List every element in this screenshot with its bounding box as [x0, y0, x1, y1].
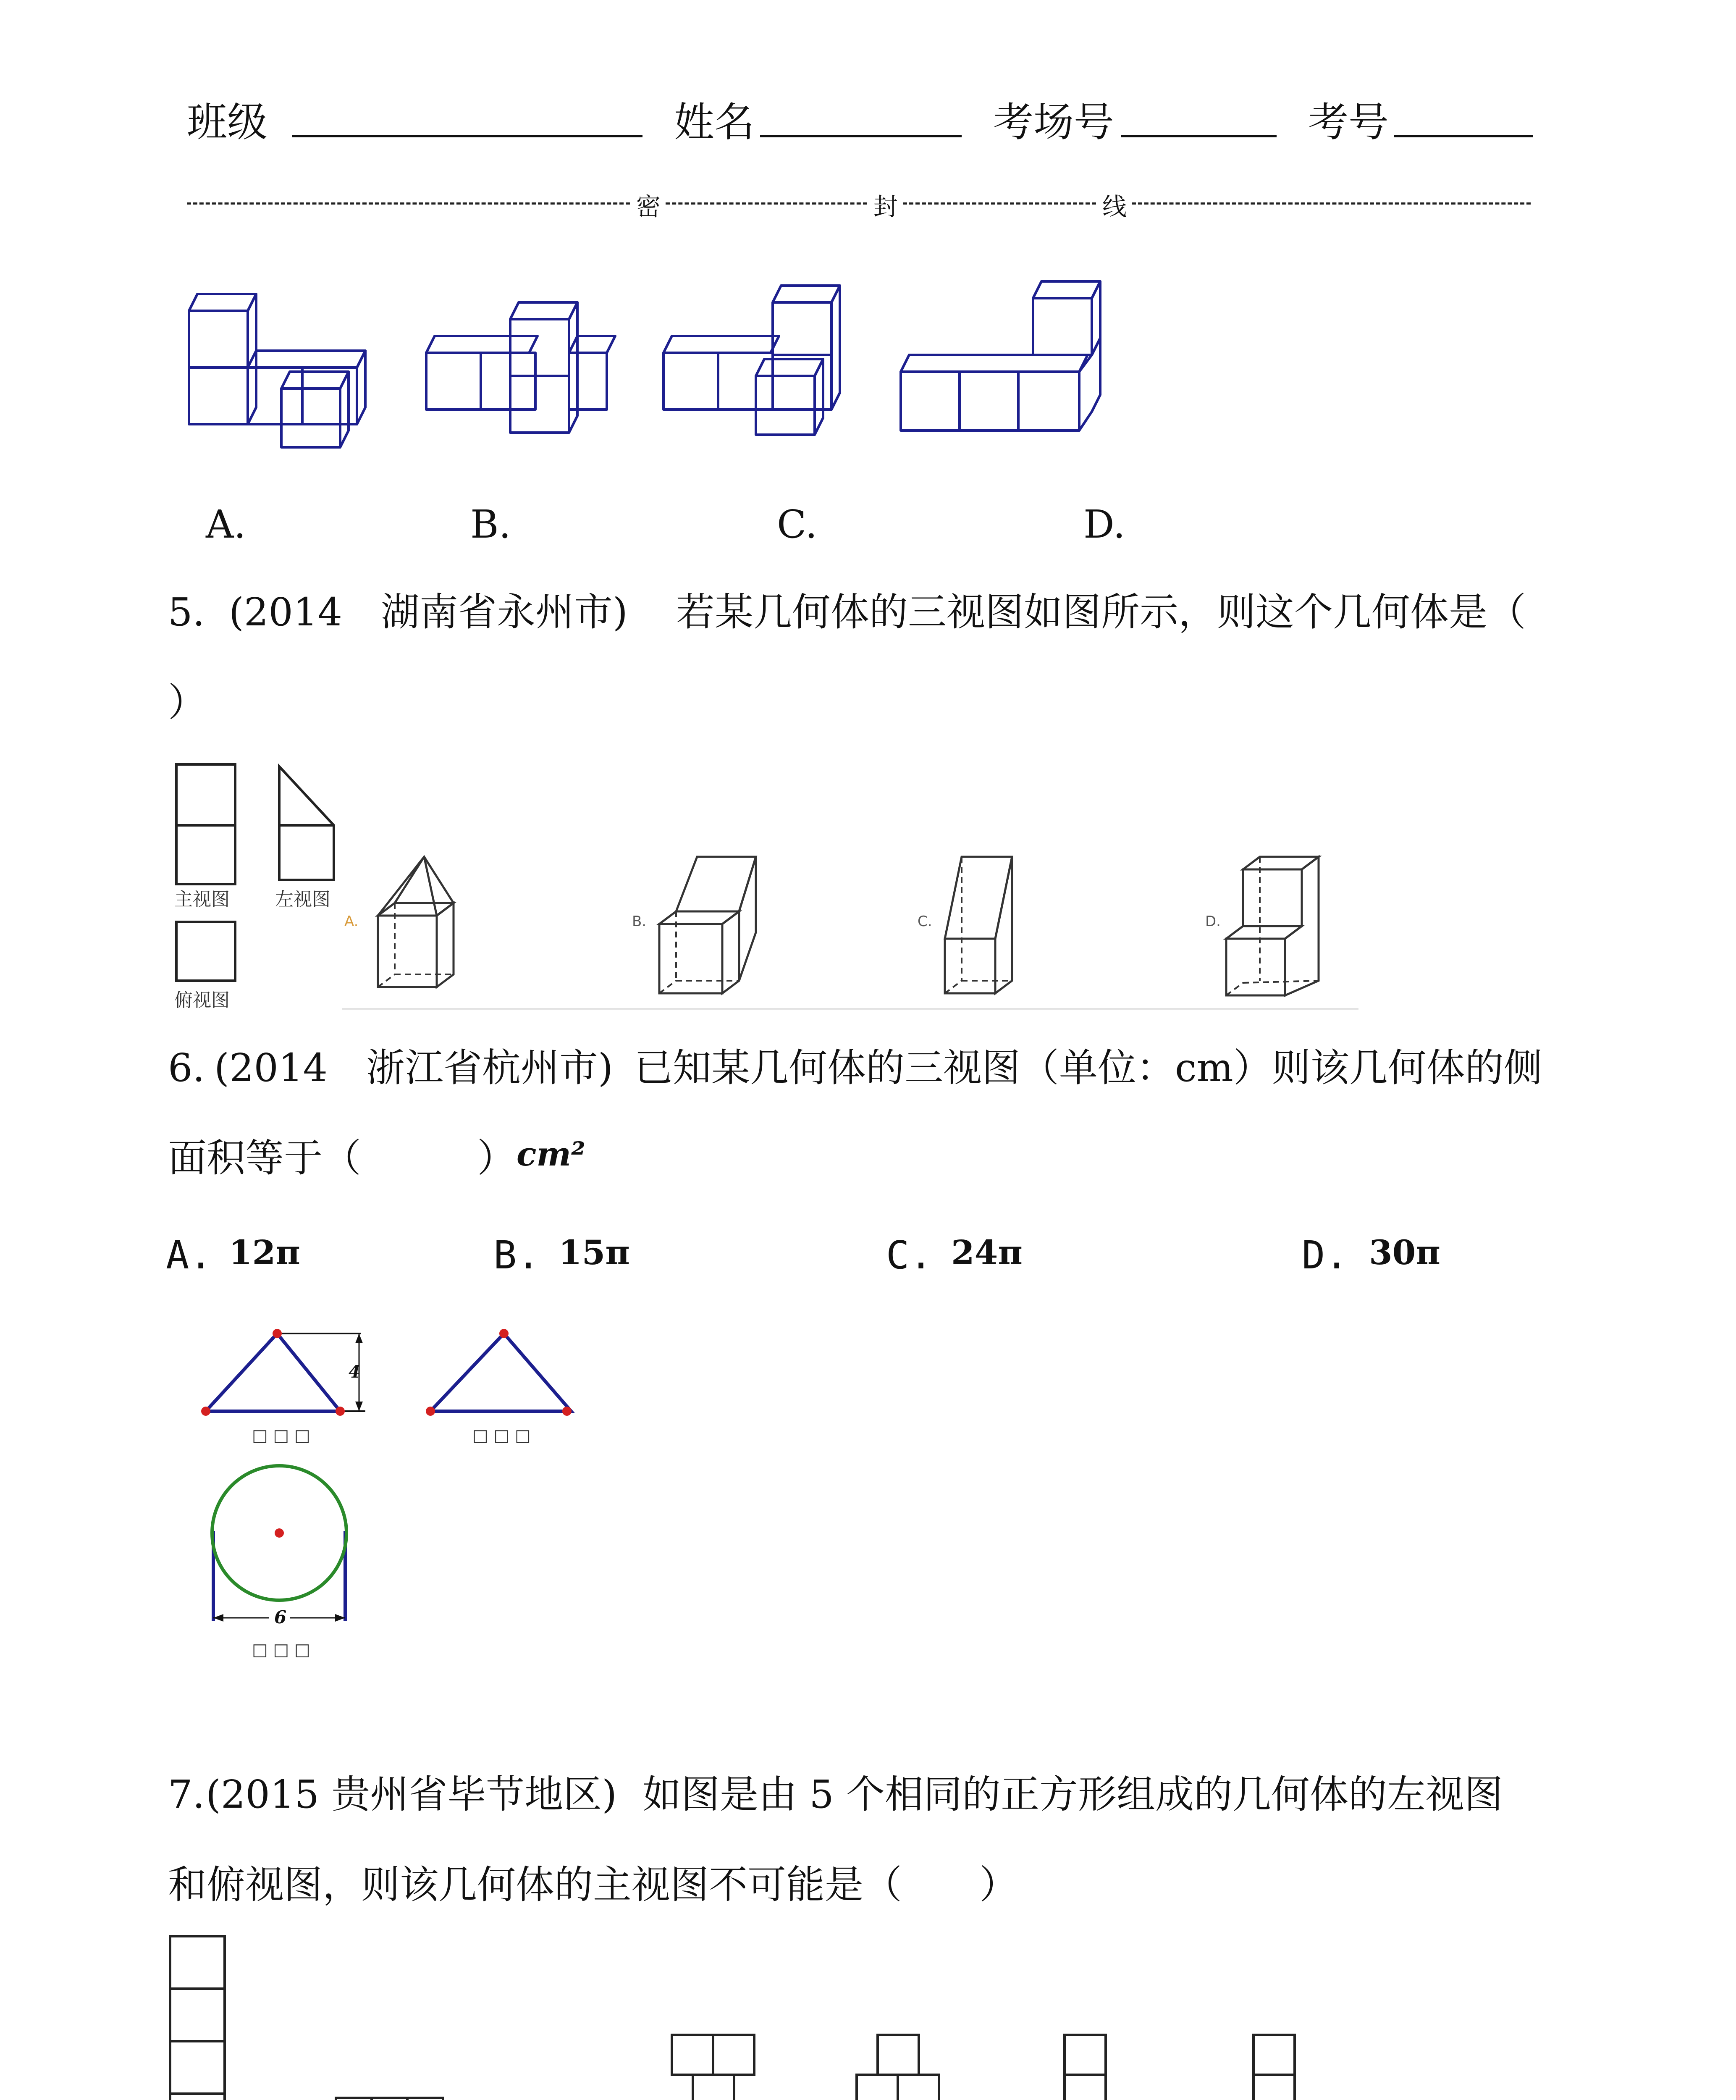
q7-stem: 如图是由 5 个相同的正方形组成的几何体的左视图 — [642, 1772, 1503, 1817]
q4-option-d[interactable]: D. — [1083, 502, 1125, 547]
seal-line-right — [1132, 202, 1531, 205]
q7-option-a-figure — [668, 2031, 760, 2100]
q4-option-c[interactable]: C. — [777, 502, 818, 547]
q6-top-view — [197, 1457, 365, 1642]
q4-option-a[interactable]: A. — [206, 502, 246, 547]
name-blank[interactable] — [760, 135, 962, 137]
q6-source: (2014 浙江省杭州市) — [214, 1045, 613, 1090]
q6-side-view — [416, 1323, 575, 1432]
q6-front-view-caption: □ □ □ — [252, 1426, 310, 1445]
number-label: 考号 — [1308, 99, 1389, 146]
q6-option-a-value[interactable]: 12π — [229, 1233, 300, 1272]
seal-line-left — [187, 202, 630, 205]
q6-option-c-letter[interactable]: C. — [886, 1233, 933, 1278]
q5-figure-baseline — [342, 1008, 1358, 1010]
q4-option-a-figure — [181, 286, 391, 454]
q4-option-d-figure — [894, 273, 1130, 454]
q5-option-d[interactable]: D. — [1205, 913, 1221, 930]
seal-char-feng: 封 — [873, 192, 898, 221]
q6-number: 6. — [168, 1045, 205, 1090]
q6-option-a-letter[interactable]: A. — [166, 1233, 212, 1278]
q6-front-view — [197, 1323, 382, 1432]
q5-option-letters — [336, 903, 1260, 937]
q6-option-b-value[interactable]: 15π — [559, 1233, 630, 1272]
q7-option-b-figure — [852, 2031, 945, 2100]
q5-left-view-label: 左视图 — [275, 889, 330, 910]
q6-top-view-caption: □ □ □ — [252, 1640, 310, 1659]
q5-source: (2014 湖南省永州市) — [229, 590, 628, 635]
seal-line-mid1 — [666, 202, 867, 205]
q7-source: (2015 贵州省毕节地区) — [206, 1772, 617, 1817]
q5-front-view-label: 主视图 — [174, 889, 230, 910]
name-label: 姓名 — [674, 99, 755, 146]
q6-option-d-value[interactable]: 30π — [1369, 1233, 1440, 1272]
q4-option-c-figure — [657, 281, 867, 454]
q4-option-b-figure — [420, 294, 630, 454]
q6-option-c-value[interactable]: 24π — [951, 1233, 1023, 1272]
q7-stem-2: 和俯视图，则该几何体的主视图不可能是（ ） — [168, 1862, 1018, 1907]
room-blank[interactable] — [1121, 135, 1277, 137]
q4-option-b[interactable]: B. — [470, 502, 511, 547]
seal-char-xian: 线 — [1102, 192, 1127, 221]
q7-top-view — [332, 2092, 454, 2100]
q6-side-view-caption: □ □ □ — [472, 1426, 531, 1445]
q5-number: 5. — [168, 590, 205, 635]
q6-height-label: 4 — [349, 1362, 360, 1382]
q7-left-view — [164, 1930, 239, 2100]
q7-number: 7. — [168, 1772, 205, 1817]
q7-option-c-figure — [1039, 2031, 1132, 2100]
q6-option-b-letter[interactable]: B. — [493, 1233, 540, 1278]
q5-option-a[interactable]: A. — [344, 913, 359, 930]
q5-top-view-label: 俯视图 — [174, 990, 230, 1011]
q6-stem: 已知某几何体的三视图（单位：cm）则该几何体的侧 — [634, 1045, 1542, 1090]
q5-stem-end: ） — [168, 680, 207, 725]
q6-option-d-letter[interactable]: D. — [1302, 1233, 1348, 1278]
seal-line-mid2 — [903, 202, 1096, 205]
class-label: 班级 — [187, 99, 267, 146]
q6-stem-2: 面积等于（ ） — [168, 1136, 516, 1181]
q5-stem: 若某几何体的三视图如图所示，则这个几何体是（ — [676, 590, 1526, 635]
q6-unit: cm² — [517, 1135, 586, 1173]
q7-option-d-figure — [1228, 2031, 1321, 2100]
q5-option-c[interactable]: C. — [918, 913, 932, 930]
q5-option-b[interactable]: B. — [632, 913, 647, 930]
class-blank[interactable] — [292, 135, 642, 137]
number-blank[interactable] — [1394, 135, 1533, 137]
room-label: 考场号 — [993, 99, 1114, 146]
seal-char-mi: 密 — [636, 192, 661, 221]
q6-width-label: 6 — [274, 1607, 287, 1628]
